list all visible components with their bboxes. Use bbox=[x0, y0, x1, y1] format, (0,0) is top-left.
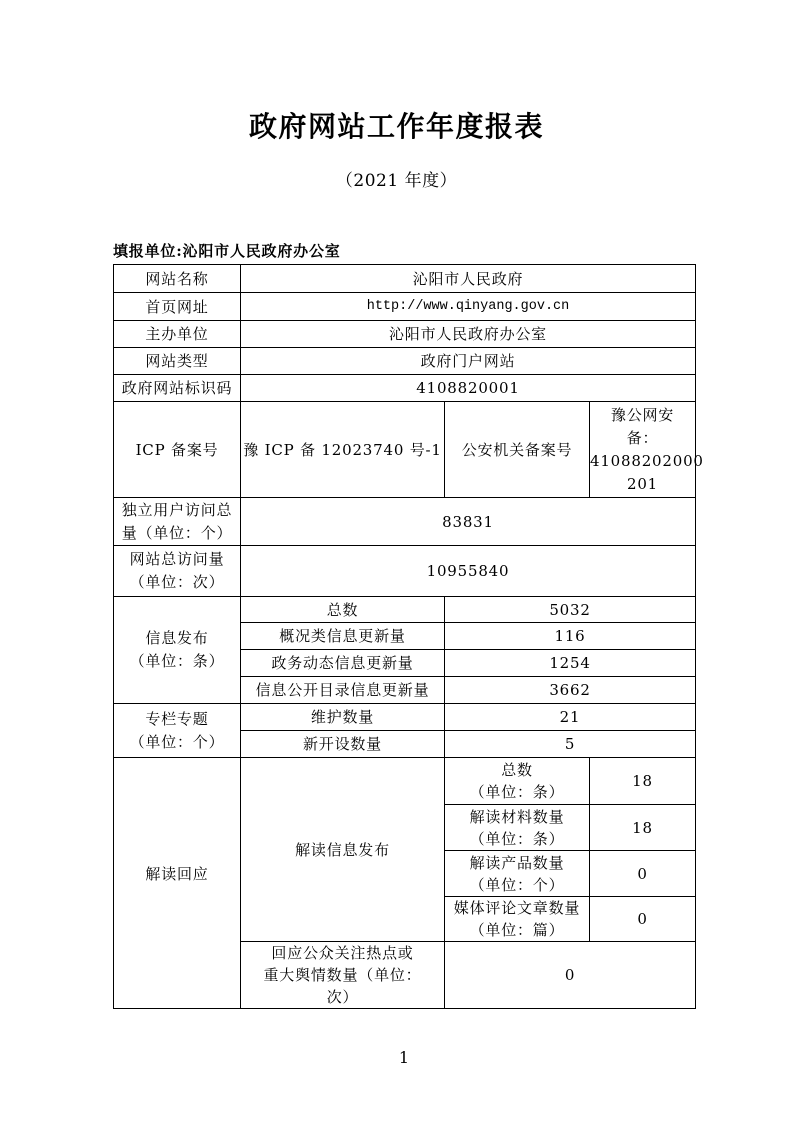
police-record-line: 201 bbox=[626, 474, 659, 493]
total-visits-label bbox=[114, 546, 241, 597]
item-unit: （单位：条） bbox=[469, 829, 565, 848]
label-line: （单位：次） bbox=[129, 573, 225, 591]
group-label: 信息发布 bbox=[145, 629, 209, 647]
public-response-label bbox=[241, 942, 445, 1009]
item-unit: （单位：个） bbox=[469, 875, 565, 894]
row-sponsor bbox=[114, 321, 696, 348]
police-record-line: 41088202000 bbox=[590, 451, 704, 470]
item-label: 解读材料数量 bbox=[469, 807, 565, 826]
site-id-code-label: 政府网站标识码 bbox=[114, 375, 241, 402]
row-homepage-url bbox=[114, 293, 696, 321]
icp-label: ICP 备案号 bbox=[114, 402, 241, 498]
police-record-line: 豫公网安 bbox=[610, 405, 675, 424]
police-record-label: 公安机关备案号 bbox=[445, 402, 590, 498]
interpretation-item-value: 0 bbox=[590, 851, 696, 897]
page-title: 政府网站工作年度报表 bbox=[248, 110, 544, 143]
interpretation-item-label bbox=[445, 851, 590, 897]
info-release-item-value: 1254 bbox=[445, 650, 696, 677]
special-columns-item-value: 5 bbox=[445, 731, 696, 758]
interpretation-item-value: 0 bbox=[590, 897, 696, 942]
total-visits-value: 10955840 bbox=[241, 546, 696, 597]
unique-visitors-value: 83831 bbox=[241, 498, 696, 546]
item-label: 总数 bbox=[501, 761, 533, 779]
info-release-item-label: 信息公开目录信息更新量 bbox=[241, 677, 445, 704]
interpretation-response-label: 解读回应 bbox=[114, 758, 241, 1009]
item-unit: （单位：篇） bbox=[469, 921, 565, 939]
special-columns-item-label: 新开设数量 bbox=[241, 731, 445, 758]
sponsor-label: 主办单位 bbox=[114, 321, 241, 348]
label-line: 次） bbox=[326, 988, 359, 1006]
sponsor-value: 沁阳市人民政府办公室 bbox=[241, 321, 696, 348]
label-line: 量（单位：个） bbox=[121, 523, 233, 542]
filing-unit: 填报单位:沁阳市人民政府办公室 bbox=[113, 242, 341, 260]
row-interpretation-total bbox=[114, 758, 696, 805]
item-label: 媒体评论文章数量 bbox=[453, 899, 581, 917]
info-release-item-label: 概况类信息更新量 bbox=[241, 623, 445, 650]
interpretation-item-label bbox=[445, 897, 590, 942]
row-site-id-code bbox=[114, 375, 696, 402]
interpretation-item-value: 18 bbox=[590, 805, 696, 851]
info-release-item-value: 5032 bbox=[445, 597, 696, 623]
homepage-url-label: 首页网址 bbox=[114, 293, 241, 321]
label-line: 回应公众关注热点或 bbox=[271, 944, 414, 962]
site-type-label: 网站类型 bbox=[114, 348, 241, 375]
site-id-code-value: 4108820001 bbox=[241, 375, 696, 402]
row-total-visits bbox=[114, 546, 696, 597]
homepage-url-value: http://www.qinyang.gov.cn bbox=[241, 293, 696, 321]
unique-visitors-label bbox=[114, 498, 241, 546]
interpretation-item-value: 18 bbox=[590, 758, 696, 805]
special-columns-item-label: 维护数量 bbox=[241, 704, 445, 731]
report-table bbox=[113, 264, 704, 1009]
page-number: 1 bbox=[398, 1048, 410, 1067]
police-record-value bbox=[590, 402, 704, 498]
info-release-label bbox=[114, 597, 241, 704]
icp-value: 豫 ICP 备 12023740 号-1 bbox=[241, 402, 445, 498]
info-release-item-value: 3662 bbox=[445, 677, 696, 704]
label-line: 网站总访问量 bbox=[129, 550, 225, 568]
row-special-columns-maintained bbox=[114, 704, 696, 731]
police-record-line: 备： bbox=[626, 428, 659, 447]
site-name-value: 沁阳市人民政府 bbox=[241, 265, 696, 293]
public-response-value: 0 bbox=[445, 942, 696, 1009]
info-release-item-value: 116 bbox=[445, 623, 696, 650]
row-unique-visitors bbox=[114, 498, 696, 546]
row-icp bbox=[114, 402, 696, 498]
special-columns-label bbox=[114, 704, 241, 758]
info-release-item-label: 总数 bbox=[241, 597, 445, 623]
row-site-name bbox=[114, 265, 696, 293]
group-unit: （单位：个） bbox=[129, 732, 225, 751]
group-unit: （单位：条） bbox=[129, 652, 225, 670]
site-name-label: 网站名称 bbox=[114, 265, 241, 293]
info-release-item-label: 政务动态信息更新量 bbox=[241, 650, 445, 677]
label-line: 重大舆情数量（单位： bbox=[263, 966, 422, 984]
group-label: 专栏专题 bbox=[145, 709, 209, 728]
row-site-type bbox=[114, 348, 696, 375]
row-info-release-total bbox=[114, 597, 696, 623]
special-columns-item-value: 21 bbox=[445, 704, 696, 731]
interpretation-label: 解读信息发布 bbox=[241, 758, 445, 942]
site-type-value: 政府门户网站 bbox=[241, 348, 696, 375]
item-unit: （单位：条） bbox=[469, 783, 565, 801]
label-line: 独立用户访问总 bbox=[121, 500, 233, 519]
item-label: 解读产品数量 bbox=[469, 853, 565, 872]
page-subtitle: （2021 年度） bbox=[335, 171, 458, 191]
interpretation-item-label bbox=[445, 758, 590, 805]
interpretation-item-label bbox=[445, 805, 590, 851]
